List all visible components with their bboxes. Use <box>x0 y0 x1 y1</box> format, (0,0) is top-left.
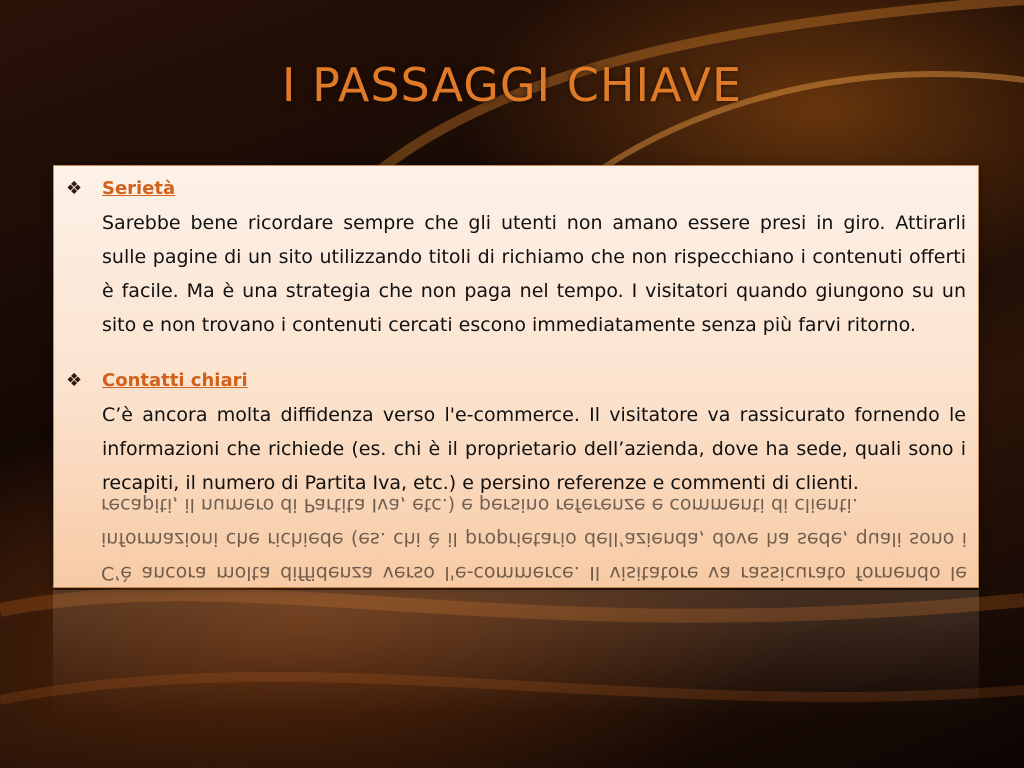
panel-reflection <box>53 494 979 768</box>
reflection-text: C’è ancora molta diffidenza verso l'e-commerce. Il visitatore va rassicurato fornendo le informazioni che richiede (es. chi è il proprietario dell’azienda, dove ha sede, quali sono i recapiti, il numero di Partita Iva, etc.) e persino referenze e commenti di clienti. <box>101 494 967 584</box>
diamond-cluster-icon: ❖ <box>66 178 83 199</box>
item-heading: Serietà <box>102 178 176 199</box>
list-item-serieta <box>66 178 966 342</box>
diamond-cluster-icon: ❖ <box>66 370 83 391</box>
item-text: C’è ancora molta diffidenza verso l'e-commerce. Il visitatore va rassicurato fornendo le informazioni che richiede (es. chi è il proprietario dell’azienda, dove ha sede, quali sono i recapiti, il numero di Partita Iva, etc.) e persino referenze e commenti di clienti. <box>102 404 966 494</box>
item-heading: Contatti chiari <box>102 370 248 391</box>
slide-title: I PASSAGGI CHIAVE <box>281 58 743 112</box>
list-item-contatti <box>66 370 966 500</box>
item-text: Sarebbe bene ricordare sempre che gli utenti non amano essere presi in giro. Attirarli sulle pagine di un sito utilizzando titoli di richiamo che non rispecchiano i contenuti offerti è facile. Ma è una strategia che non paga nel tempo. I visitatori quando giungono su un sito e non trovano i contenuti cercati escono immediatamente senza più farvi ritorno. <box>102 212 966 336</box>
